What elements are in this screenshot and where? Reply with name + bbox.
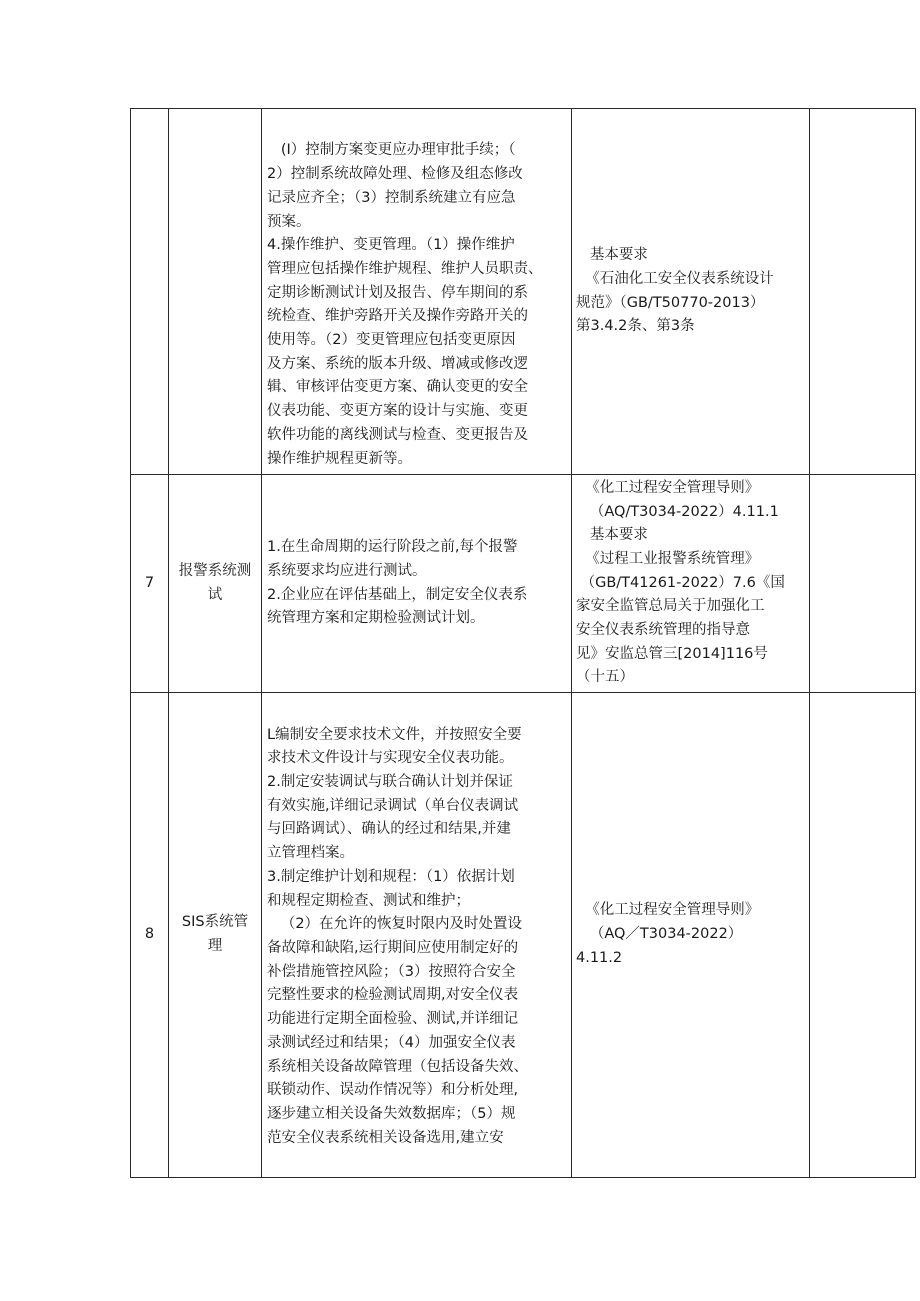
content-cell bbox=[262, 693, 572, 1178]
text-line: 《石油化工安全仪表系统设计 bbox=[576, 270, 774, 287]
text-line: 系统要求均应进行测试。 bbox=[267, 562, 427, 579]
text-line: 录测试经过和结果；（4）加强安全仪表 bbox=[267, 1034, 516, 1051]
text-line: 基本要求 bbox=[576, 247, 648, 264]
text-line: 定期诊断测试计划及报告、停车期间的系 bbox=[267, 284, 528, 301]
text-line: 基本要求 bbox=[576, 527, 648, 544]
text-line: 4.操作维护、变更管理。（1）操作维护 bbox=[267, 237, 515, 254]
text-line: 统管理方案和定期检验测试计划。 bbox=[267, 610, 485, 627]
text-line: 《化工过程安全管理导则》 bbox=[576, 902, 760, 919]
text-line: 管理应包括操作维护规程、维护人员职责、 bbox=[267, 260, 543, 277]
basis-cell bbox=[572, 109, 810, 475]
text-line: 操作维护规程更新等。 bbox=[267, 450, 412, 467]
item-cell bbox=[169, 109, 262, 475]
basis-lines bbox=[576, 477, 807, 690]
text-line: 理 bbox=[207, 938, 223, 954]
text-line: 2.企业应在评估基础上，制定安全仪表系 bbox=[267, 586, 528, 603]
text-line: L编制安全要求技术文件，并按照安全要 bbox=[267, 726, 522, 743]
text-line: 求技术文件设计与实现安全仪表功能。 bbox=[267, 750, 514, 767]
remarks-cell bbox=[810, 475, 916, 693]
content-cell bbox=[262, 475, 572, 693]
text-line: 1.在生命周期的运行阶段之前,每个报警 bbox=[267, 539, 518, 556]
text-line: 《过程工业报警系统管理》 bbox=[576, 550, 760, 567]
basis-cell bbox=[572, 693, 810, 1178]
row-number-cell: 8 bbox=[131, 693, 169, 1178]
text-line: 及方案、系统的版本升级、增减或修改逻 bbox=[267, 355, 528, 372]
remarks-cell bbox=[810, 109, 916, 475]
item-lines bbox=[173, 911, 257, 958]
content-lines bbox=[267, 112, 566, 472]
text-line: 软件功能的离线测试与检查、变更报告及 bbox=[267, 426, 528, 443]
text-line: 报警系统测 bbox=[178, 562, 252, 579]
content-cell bbox=[262, 109, 572, 475]
table-row bbox=[131, 693, 916, 1178]
text-line: 功能进行定期全面检验、测试,并详细记 bbox=[267, 1011, 519, 1028]
text-line: 完整性要求的检验测试周期,对安全仪表 bbox=[267, 987, 519, 1004]
standards-table bbox=[130, 108, 916, 1178]
text-line: 预案。 bbox=[267, 213, 311, 230]
text-line: 试 bbox=[207, 586, 223, 603]
text-line: （AQ／T3034-2022） bbox=[576, 926, 743, 943]
text-line: 逐步建立相关设备失效数据库；（5）规 bbox=[267, 1105, 516, 1122]
text-line: 记录应齐全；（3）控制系统建立有应急 bbox=[267, 189, 516, 206]
text-line: 与回路调试）、确认的经过和结果,并建 bbox=[267, 821, 511, 838]
item-cell bbox=[169, 693, 262, 1178]
text-line: 范安全仪表系统相关设备选用,建立安 bbox=[267, 1129, 504, 1146]
content-lines bbox=[267, 720, 566, 1151]
text-line: 2）控制系统故障处理、检修及组态修改 bbox=[267, 166, 523, 183]
text-line: SIS系统管 bbox=[181, 914, 249, 931]
text-line: 联锁动作、误动作情况等）和分析处理, bbox=[267, 1082, 519, 1099]
item-cell bbox=[169, 475, 262, 693]
text-line: 家安全监管总局关于加强化工 bbox=[576, 598, 765, 615]
basis-lines bbox=[576, 899, 807, 970]
text-line: 补偿措施管控风险；（3）按照符合安全 bbox=[267, 963, 516, 980]
text-line: （2）在允许的恢复时限内及时处置设 bbox=[267, 916, 523, 933]
text-line: 3.制定维护计划和规程：（1）依据计划 bbox=[267, 868, 515, 885]
text-line: 备故障和缺陷,运行期间应使用制定好的 bbox=[267, 940, 519, 956]
text-line: 仪表功能、变更方案的设计与实施、变更 bbox=[267, 403, 528, 420]
text-line: 2.制定安装调试与联合确认计划并保证 bbox=[267, 774, 513, 791]
text-line bbox=[267, 116, 566, 140]
text-line: 辑、审核评估变更方案、确认变更的安全 bbox=[267, 379, 528, 396]
text-line: 《化工过程安全管理导则》 bbox=[576, 479, 760, 496]
table-row bbox=[131, 109, 916, 475]
text-line: 使用等。（2）变更管理应包括变更原因 bbox=[267, 332, 516, 349]
text-line: 有效实施,详细记录调试（单台仪表调试 bbox=[267, 797, 519, 814]
text-line: (I）控制方案变更应办理审批手续；（ bbox=[267, 142, 516, 159]
basis-cell bbox=[572, 475, 810, 693]
remarks-cell bbox=[810, 693, 916, 1178]
item-lines bbox=[173, 560, 257, 607]
text-line: （十五） bbox=[576, 669, 634, 686]
text-line: 立管理档案。 bbox=[267, 845, 354, 862]
text-line: 第3.4.2条、第3条 bbox=[576, 318, 695, 335]
text-line: 安全仪表系统管理的指导意 bbox=[576, 622, 750, 639]
text-line: 4.11.2 bbox=[576, 949, 623, 966]
content-lines bbox=[267, 536, 566, 631]
row-number-cell bbox=[131, 109, 169, 475]
text-line: 系统相关设备故障管理（包括设备失效、 bbox=[267, 1058, 528, 1075]
text-line: （AQ/T3034-2022）4.11.1 bbox=[576, 503, 779, 520]
table-row bbox=[131, 475, 916, 693]
text-line: 和规程定期检查、测试和维护； bbox=[267, 892, 470, 909]
text-line: 规范》（GB/T50770-2013） bbox=[576, 294, 765, 311]
row-number-cell: 7 bbox=[131, 475, 169, 693]
text-line: （GB/T41261-2022）7.6《国 bbox=[576, 574, 785, 591]
text-line: 见》安监总管三[2014]116号 bbox=[576, 645, 768, 662]
text-line: 统检查、维护旁路开关及操作旁路开关的 bbox=[267, 308, 528, 325]
basis-lines bbox=[576, 244, 807, 339]
